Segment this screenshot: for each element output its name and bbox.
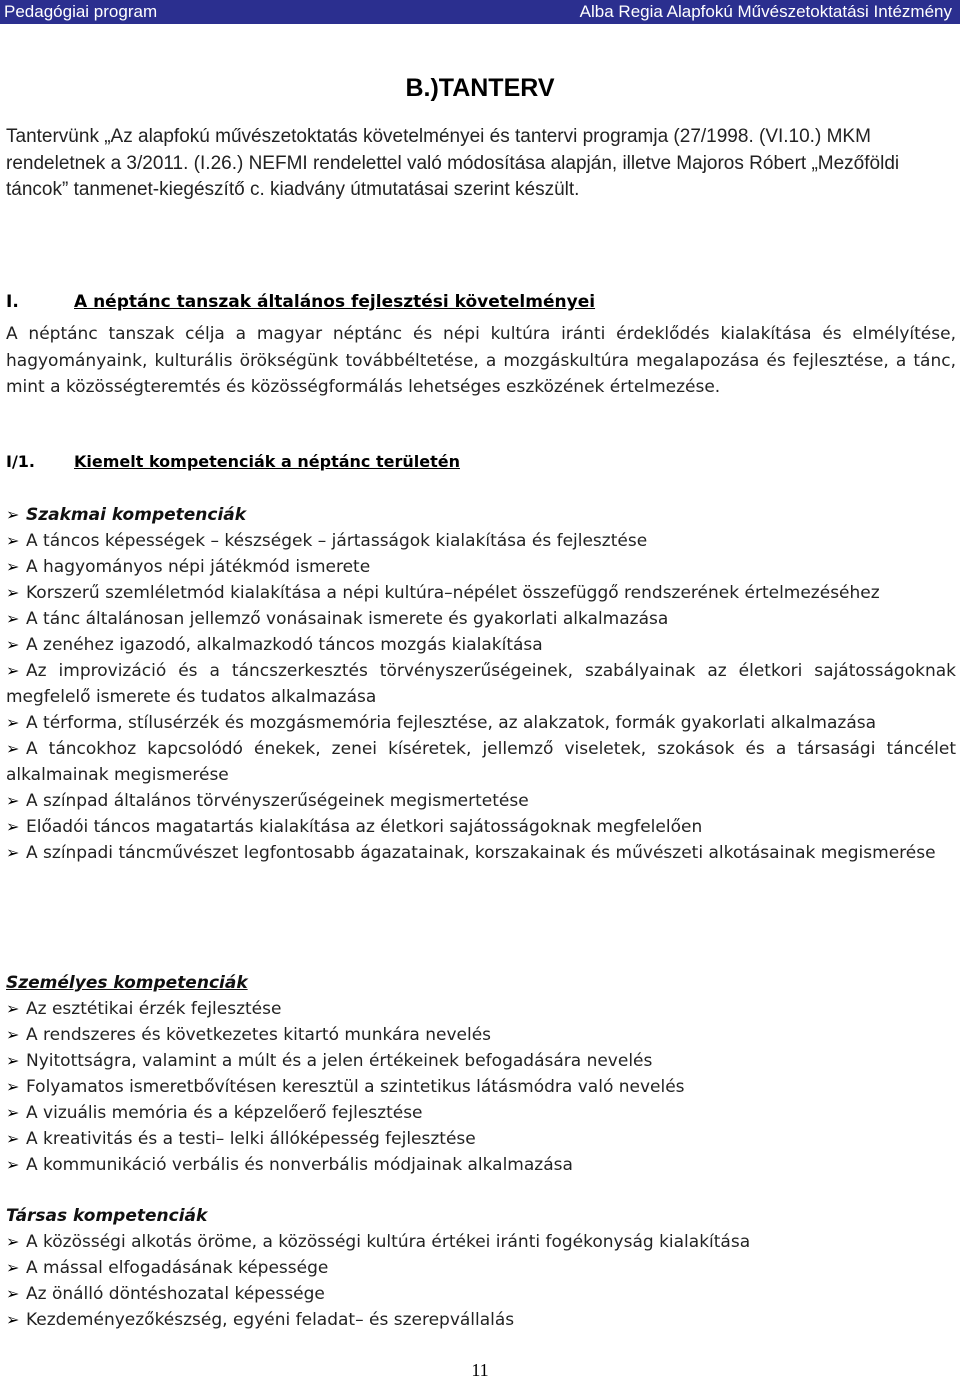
list-item-text: A színpadi táncművészet legfontosabb ágazatainak, korszakainak és művészeti alkotásainak megismerése	[26, 843, 936, 863]
list-item	[6, 840, 956, 866]
arrow-bullet-icon: ➢	[6, 1232, 20, 1251]
arrow-bullet-icon: ➢	[6, 531, 20, 550]
arrow-bullet-icon: ➢	[6, 1155, 20, 1174]
group-title: Társas kompetenciák	[6, 1206, 208, 1226]
list-item	[6, 814, 956, 840]
arrow-bullet-icon: ➢	[6, 999, 20, 1018]
arrow-bullet-icon: ➢	[6, 635, 20, 654]
list-item-text: A színpad általános törvényszerűségeinek megismertetése	[26, 791, 529, 811]
group-title: Szakmai kompetenciák	[26, 505, 247, 525]
list-item	[6, 1307, 956, 1333]
arrow-bullet-icon: ➢	[6, 739, 20, 758]
group-title: Személyes kompetenciák	[6, 973, 248, 993]
arrow-bullet-icon: ➢	[6, 1310, 20, 1329]
list-item-text: A tánc általánosan jellemző vonásainak ismerete és gyakorlati alkalmazása	[26, 609, 669, 629]
arrow-bullet-icon: ➢	[6, 557, 20, 576]
list-item-text: A mással elfogadásának képessége	[26, 1258, 329, 1278]
competency-group-social	[6, 1203, 956, 1333]
section-heading	[6, 292, 956, 312]
arrow-bullet-icon: ➢	[6, 1284, 20, 1303]
list-item-text: A hagyományos népi játékmód ismerete	[26, 557, 371, 577]
list-item-text: A táncos képességek – készségek – jártasságok kialakítása és fejlesztése	[26, 531, 648, 551]
arrow-bullet-icon: ➢	[6, 791, 20, 810]
list-item-text: A térforma, stílusérzék és mozgásmemória fejlesztése, az alakzatok, formák gyakorlati alkalmazása	[26, 713, 877, 733]
list-item	[6, 1152, 956, 1178]
arrow-bullet-icon: ➢	[6, 505, 20, 524]
subsection-title: Kiemelt kompetenciák a néptánc területén	[74, 452, 460, 471]
list-item-text: Az improvizáció és a táncszerkesztés törvényszerűségeinek, szabályainak az életkori sajátosságoknak megfelelő ismerete és tudatos alkalmazása	[6, 661, 956, 707]
list-item	[6, 658, 956, 710]
list-item	[6, 996, 956, 1022]
list-item	[6, 1229, 956, 1255]
arrow-bullet-icon: ➢	[6, 713, 20, 732]
list-item	[6, 788, 956, 814]
list-item-text: A vizuális memória és a képzelőerő fejlesztése	[26, 1103, 423, 1123]
list-item-text: Az esztétikai érzék fejlesztése	[26, 999, 282, 1019]
arrow-bullet-icon: ➢	[6, 661, 20, 680]
list-item-text: A kreativitás és a testi– lelki állóképesség fejlesztése	[26, 1129, 476, 1149]
arrow-bullet-icon: ➢	[6, 1258, 20, 1277]
list-item	[6, 736, 956, 788]
list-item-text: Nyitottságra, valamint a múlt és a jelen értékeinek befogadására nevelés	[26, 1051, 653, 1071]
list-item	[6, 632, 956, 658]
list-item	[6, 606, 956, 632]
list-item-text: A zenéhez igazodó, alkalmazkodó táncos mozgás kialakítása	[26, 635, 543, 655]
list-item	[6, 1022, 956, 1048]
list-item	[6, 502, 956, 528]
list-item	[6, 528, 956, 554]
arrow-bullet-icon: ➢	[6, 843, 20, 862]
section-paragraph: A néptánc tanszak célja a magyar néptánc és népi kultúra iránti érdeklődés kialakítása és elmélyítése, hagyományaink, kulturális örökségünk továbbéltetése, a mozgáskultúra megalapozása és fejlesztése, a tánc, mint a közösségteremtés és közösségformálás lehetséges eszközének értelmezése.	[6, 324, 956, 397]
arrow-bullet-icon: ➢	[6, 817, 20, 836]
competency-group-personal	[6, 970, 956, 1178]
list-item-text: A táncokhoz kapcsolódó énekek, zenei kíséretek, jellemző viseletek, szokások és a társasági táncélet alkalmainak megismerése	[6, 739, 956, 785]
arrow-bullet-icon: ➢	[6, 1103, 20, 1122]
list-item-text: A kommunikáció verbális és nonverbális módjainak alkalmazása	[26, 1155, 573, 1175]
arrow-bullet-icon: ➢	[6, 1129, 20, 1148]
list-item-text: Folyamatos ismeretbővítésen keresztül a szintetikus látásmódra való nevelés	[26, 1077, 685, 1097]
competency-group-professional	[6, 502, 956, 866]
arrow-bullet-icon: ➢	[6, 609, 20, 628]
list-item-text: A rendszeres és következetes kitartó munkára nevelés	[26, 1025, 492, 1045]
list-item	[6, 580, 956, 606]
list-item-text: Korszerű szemléletmód kialakítása a népi kultúra–népélet összefüggő rendszerének értelmezéséhez	[26, 583, 880, 603]
arrow-bullet-icon: ➢	[6, 1025, 20, 1044]
list-item	[6, 1048, 956, 1074]
header-left-text: Pedagógiai program	[4, 2, 158, 21]
page-number: 11	[471, 1360, 489, 1380]
arrow-bullet-icon: ➢	[6, 583, 20, 602]
list-item	[6, 710, 956, 736]
section-title: A néptánc tanszak általános fejlesztési követelményei	[74, 292, 596, 312]
intro-paragraph: Tantervünk „Az alapfokú művészetoktatás követelményei és tantervi programja (27/1998. (VI.10.) MKM rendeletnek a 3/2011. (I.26.) NEFMI rendelettel való módosítása alapján, illetve Majoros Róbert „Mezőföldi táncok” tanmenet-kiegészítő c. kiadvány útmutatásai szerint készült.	[6, 126, 900, 200]
arrow-bullet-icon: ➢	[6, 1077, 20, 1096]
arrow-bullet-icon: ➢	[6, 1051, 20, 1070]
list-item	[6, 1126, 956, 1152]
list-item	[6, 1100, 956, 1126]
section-number: I.	[6, 292, 19, 312]
header-right-text: Alba Regia Alapfokú Művészetoktatási Intézmény	[579, 2, 952, 21]
subsection-number: I/1.	[6, 452, 36, 471]
list-item	[6, 1074, 956, 1100]
document-title: B.)TANTERV	[405, 74, 555, 102]
list-item	[6, 1281, 956, 1307]
subsection-heading	[6, 452, 956, 471]
list-item	[6, 554, 956, 580]
list-item-text: Kezdeményezőkészség, egyéni feladat– és szerepvállalás	[26, 1310, 515, 1330]
list-item-text: A közösségi alkotás öröme, a közösségi kultúra értékei iránti fogékonyság kialakítása	[26, 1232, 751, 1252]
page-header	[0, 0, 960, 24]
list-item-text: Az önálló döntéshozatal képessége	[26, 1284, 325, 1304]
list-item-text: Előadói táncos magatartás kialakítása az életkori sajátosságoknak megfelelően	[26, 817, 703, 837]
list-item	[6, 1255, 956, 1281]
